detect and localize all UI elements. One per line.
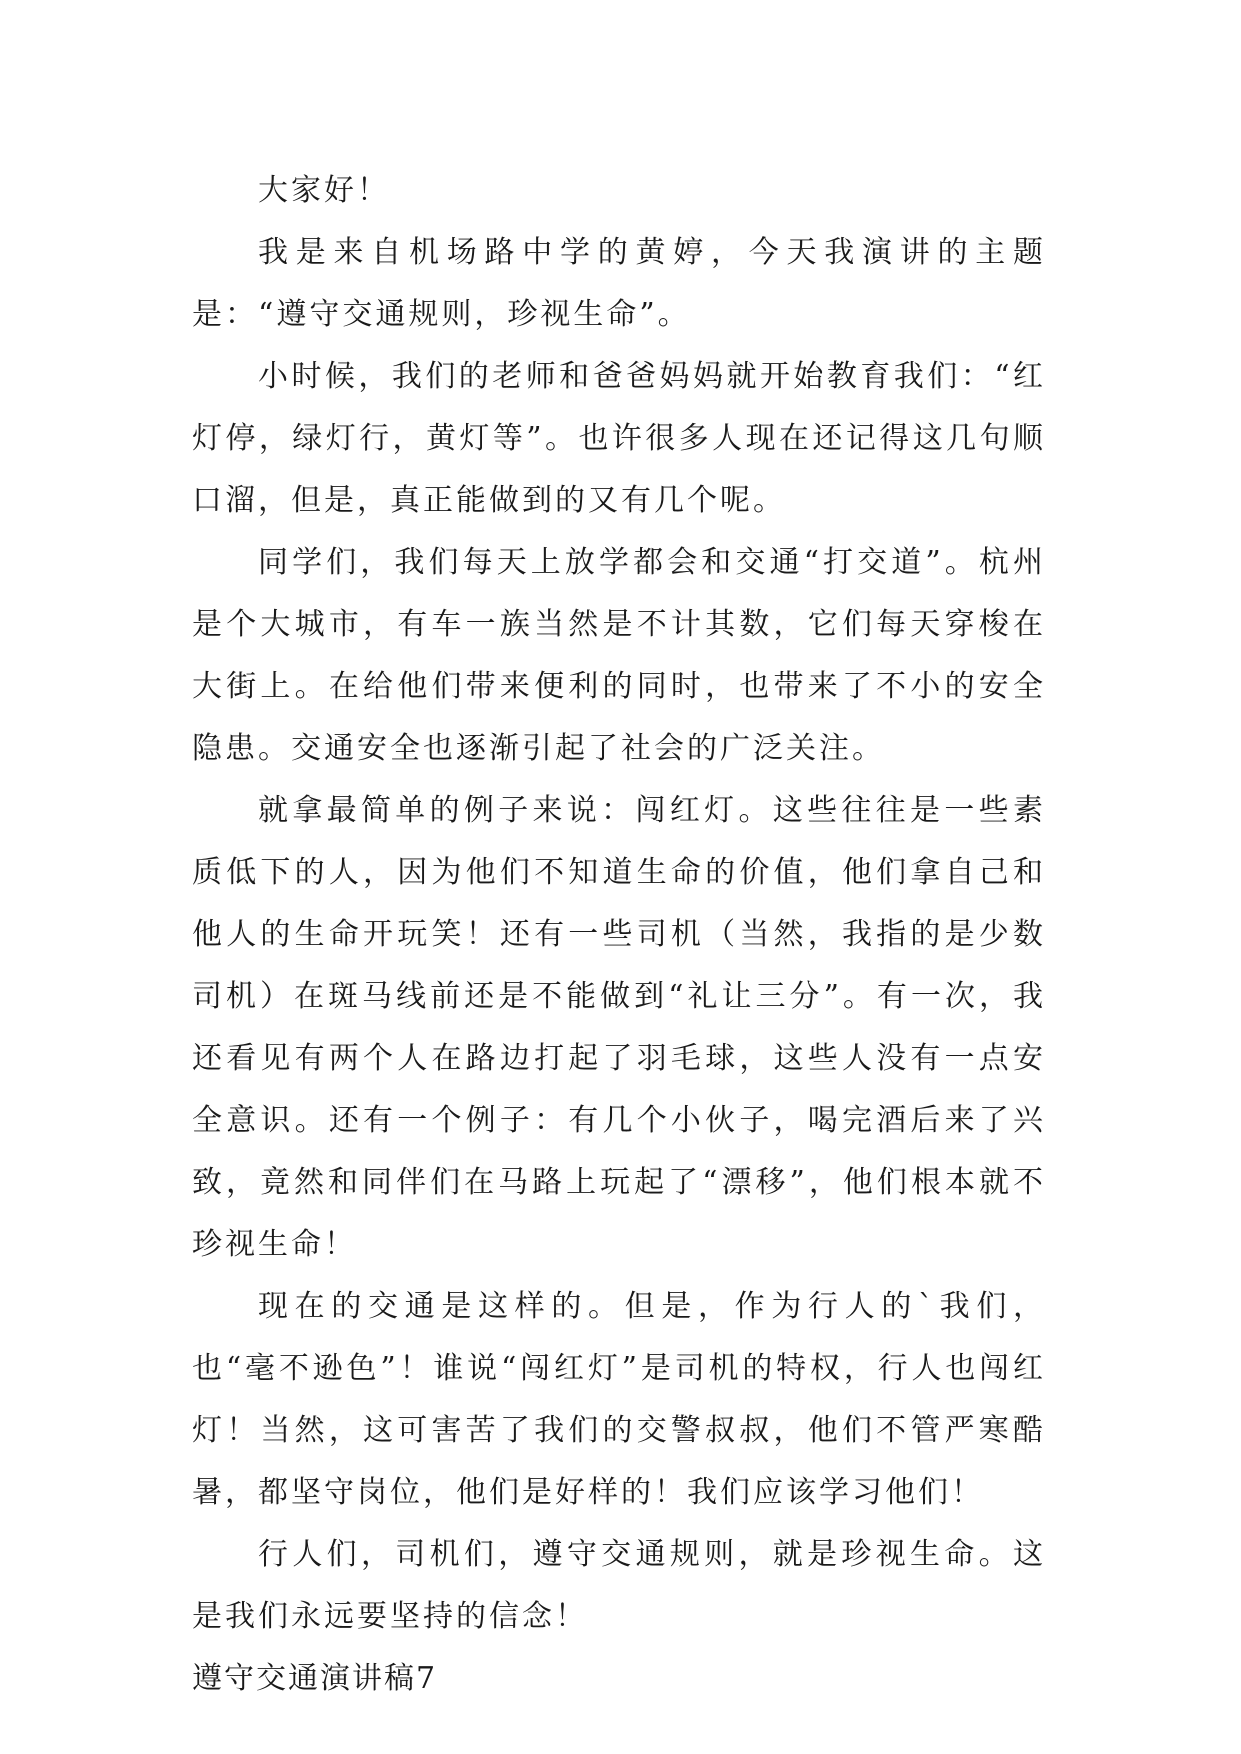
paragraph-introduction: 我是来自机场路中学的黄婷，今天我演讲的主题是：“遵守交通规则，珍视生命”。 [192, 235, 1046, 332]
document-page [192, 160, 1046, 1710]
paragraph-greeting: 大家好！ [258, 173, 390, 208]
paragraph-conclusion: 行人们，司机们，遵守交通规则，就是珍视生命。这是我们永远要坚持的信念！ [192, 1537, 1046, 1634]
paragraph-examples: 就拿最简单的例子来说：闯红灯。这些往往是一些素质低下的人，因为他们不知道生命的价值，他们拿自己和他人的生命开玩笑！还有一些司机（当然，我指的是少数司机）在斑马线前还是不能做到“礼让三分”。有一次，我还看见有两个人在路边打起了羽毛球，这些人没有一点安全意识。还有一个例子：有几个小伙子，喝完酒后来了兴致，竟然和同伴们在马路上玩起了“漂移”，他们根本就不珍视生命！ [192, 793, 1046, 1262]
paragraph-city-traffic: 同学们，我们每天上放学都会和交通“打交道”。杭州是个大城市，有车一族当然是不计其数，它们每天穿梭在大街上。在给他们带来便利的同时，也带来了不小的安全隐患。交通安全也逐渐引起了社会的广泛关注。 [192, 545, 1046, 766]
paragraph-childhood: 小时候，我们的老师和爸爸妈妈就开始教育我们：“红灯停，绿灯行，黄灯等”。也许很多人现在还记得这几句顺口溜，但是，真正能做到的又有几个呢。 [192, 359, 1046, 518]
next-section-heading: 遵守交通演讲稿7 [192, 1661, 438, 1696]
paragraph-pedestrians: 现在的交通是这样的。但是，作为行人的`我们，也“毫不逊色”！谁说“闯红灯”是司机的特权，行人也闯红灯！当然，这可害苦了我们的交警叔叔，他们不管严寒酷暑，都坚守岗位，他们是好样的！我们应该学习他们！ [192, 1289, 1046, 1510]
